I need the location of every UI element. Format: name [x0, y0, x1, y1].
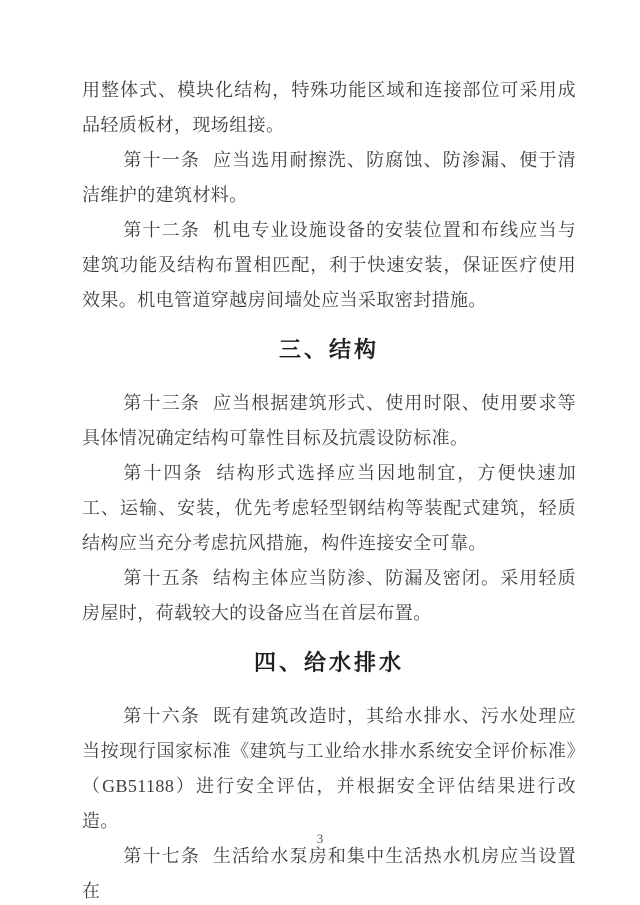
paragraph-article-12	[82, 213, 576, 318]
article-label: 第十一条	[123, 150, 200, 170]
paragraph-article-11	[82, 143, 576, 213]
article-text: 生活给水泵房和集中生活热水机房应当设置在	[82, 846, 576, 901]
section-heading-water-supply-drainage: 四、给水排水	[253, 650, 404, 675]
article-label: 第十七条	[123, 846, 200, 866]
paragraph-article-15	[82, 561, 576, 631]
article-label: 第十六条	[123, 706, 200, 726]
page-number: 3	[316, 831, 324, 846]
article-text: 应当根据建筑形式、使用时限、使用要求等具体情况确定结构可靠性目标及抗震设防标准。	[82, 393, 576, 448]
article-label: 第十四条	[123, 463, 204, 483]
article-text: 机电专业设施设备的安装位置和布线应当与建筑功能及结构布置相匹配，利于快速安装，保证医疗使用效果。机电管道穿越房间墙处应当采取密封措施。	[82, 220, 576, 310]
document-content	[82, 73, 576, 905]
paragraph-article-17	[82, 839, 576, 905]
paragraph-article-14	[82, 456, 576, 561]
article-text: 结构形式选择应当因地制宜，方便快速加工、运输、安装，优先考虑轻型钢结构等装配式建筑，轻质结构应当充分考虑抗风措施，构件连接安全可靠。	[82, 463, 576, 553]
article-label: 第十五条	[123, 568, 200, 588]
article-label: 第十二条	[123, 220, 200, 240]
article-text: 应当选用耐擦洗、防腐蚀、防渗漏、便于清洁维护的建筑材料。	[82, 150, 576, 205]
paragraph-article-13	[82, 386, 576, 456]
article-text: 既有建筑改造时，其给水排水、污水处理应当按现行国家标准《建筑与工业给水排水系统安全评价标准》（GB51188）进行安全评估，并根据安全评估结果进行改造。	[82, 706, 576, 831]
paragraph-article-16	[82, 699, 576, 839]
paragraph-continuation	[82, 73, 576, 143]
section-heading-structure: 三、结构	[278, 337, 379, 362]
article-text: 结构主体应当防渗、防漏及密闭。采用轻质房屋时，荷载较大的设备应当在首层布置。	[82, 568, 576, 623]
paragraph-text: 用整体式、模块化结构，特殊功能区域和连接部位可采用成品轻质板材，现场组接。	[82, 80, 576, 135]
article-label: 第十三条	[123, 393, 200, 413]
